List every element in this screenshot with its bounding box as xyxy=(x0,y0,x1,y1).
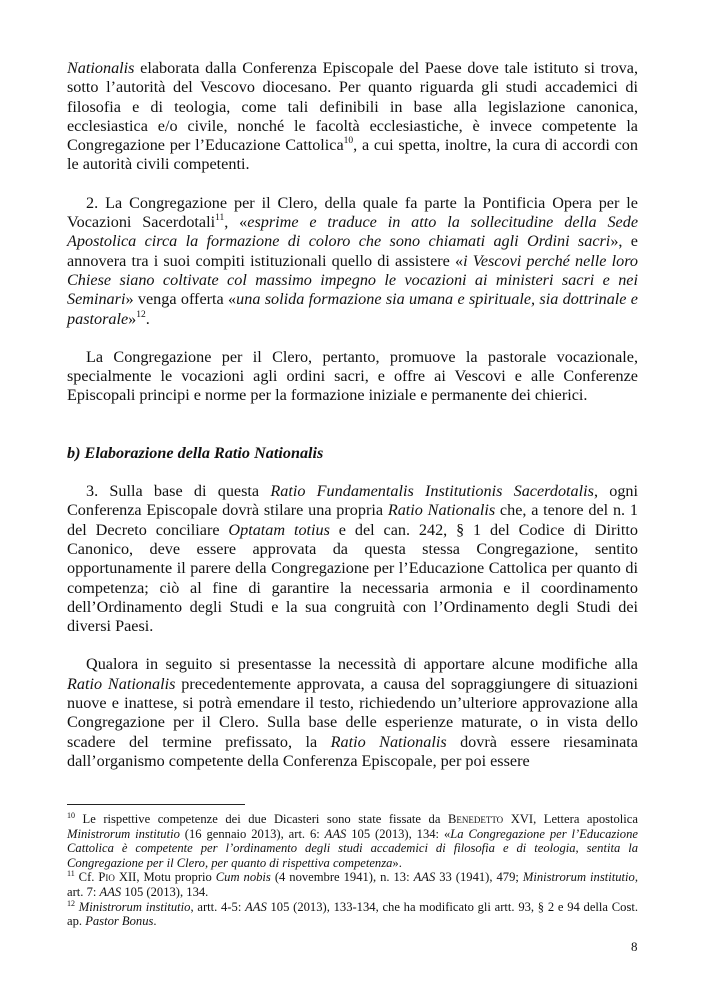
page-number: 8 xyxy=(631,939,638,954)
footnote-10: $^{10}$ Le rispettive competenze dei due Dicasteri sono state fissate da Benedetto XVI, Lettera apostolica Ministrorum institutio (16 gennaio 2013), art. 6: AAS 105 (2013), 134: «La Congregazione per l’Educazione Cattolica è competente per l’ordinamento degli studi accademici di filosofia e di teologia, sentita la Congregazione per il Clero, per quanto di rispettiva competenza». xyxy=(67,811,638,870)
paragraph-1: Nationalis elaborata dalla Conferenza Episcopale del Paese dove tale istituto si trova, sotto l’autorità del Vescovo diocesano. Per quanto riguarda gli studi accademici di filosofia e di teologia, come tali definibili in base alla legislazione canonica, ecclesiastica e/o civile, nonché le facoltà ecclesiastiche, è invece competente la Congregazione per l’Educazione Cattolica$^{10}$, a cui spetta, inoltre, la cura di accordi con le autorità civili competenti. xyxy=(67,59,638,174)
footnote-separator xyxy=(67,804,245,805)
footnote-ref-10[interactable]: 10 xyxy=(343,136,354,147)
page-body xyxy=(67,59,638,771)
paragraph-4: 3. Sulla base di questa Ratio Fundamentalis Institutionis Sacerdotalis, ogni Conferenza Episcopale dovrà stilare una propria Ratio Nationalis che, a tenore del n. 1 del Decreto conciliare Optatam totius e del can. 242, § 1 del Codice di Diritto Canonico, deve essere approvata da questa stessa Congregazione, sentito opportunamente il parere della Congregazione per l’Educazione Cattolica per quanto di competenza; ciò al fine di garantire la necessaria armonia e il coordinamento dell’Ordinamento degli Studi e la sua congruità con l’Ordinamento degli Studi dei diversi Paesi. xyxy=(67,482,639,636)
footnote-11: $^{11}$ Cf. Pio XII, Motu proprio Cum nobis (4 novembre 1941), n. 13: AAS 33 (1941), 479; Ministrorum institutio, art. 7: AAS 105 (2013), 134. xyxy=(67,869,638,899)
paragraph-2: 2. La Congregazione per il Clero, della quale fa parte la Pontificia Opera per le Vocazioni Sacerdotali$^{11}$, «esprime e traduce in atto la sollecitudine della Sede Apostolica circa la formazione di coloro che sono chiamati agli Ordini sacri», e annovera tra i suoi compiti istituzionali quello di assistere «i Vescovi perché nelle loro Chiese siano coltivate col massimo impegno le vocazioni ai ministeri sacri e nei Seminari» venga offerta «una solida formazione sia umana e spirituale, sia dottrinale e pastorale»$^{12}$. xyxy=(67,193,639,328)
footnote-ref-11[interactable]: 11 xyxy=(215,213,225,224)
footnotes xyxy=(67,812,638,929)
footnote-ref-12[interactable]: 12 xyxy=(136,309,146,320)
section-heading: b) Elaborazione della Ratio Nationalis xyxy=(67,443,324,462)
paragraph-5: Qualora in seguito si presentasse la necessità di apportare alcune modifiche alla Ratio Nationalis precedentemente approvata, a causa del sopraggiungere di situazioni nuove e inattese, si potrà emendare il testo, richiedendo un’ulteriore approvazione alla Congregazione per il Clero. Sulla base delle esperienze maturate, o in vista dello scadere del termine prefissato, la Ratio Nationalis dovrà essere riesaminata dall’organismo competente della Conferenza Episcopale, per poi essere xyxy=(67,655,638,770)
paragraph-3: La Congregazione per il Clero, pertanto, promuove la pastorale vocazionale, specialmente le vocazioni agli ordini sacri, e offre ai Vescovi e alle Conferenze Episcopali principi e norme per la formazione iniziale e permanente dei chierici. xyxy=(67,347,638,405)
footnote-12: $^{12}$ Ministrorum institutio, artt. 4-5: AAS 105 (2013), 133-134, che ha modificato gli artt. 93, § 2 e 94 della Cost. ap. Pastor Bonus. xyxy=(67,898,638,929)
